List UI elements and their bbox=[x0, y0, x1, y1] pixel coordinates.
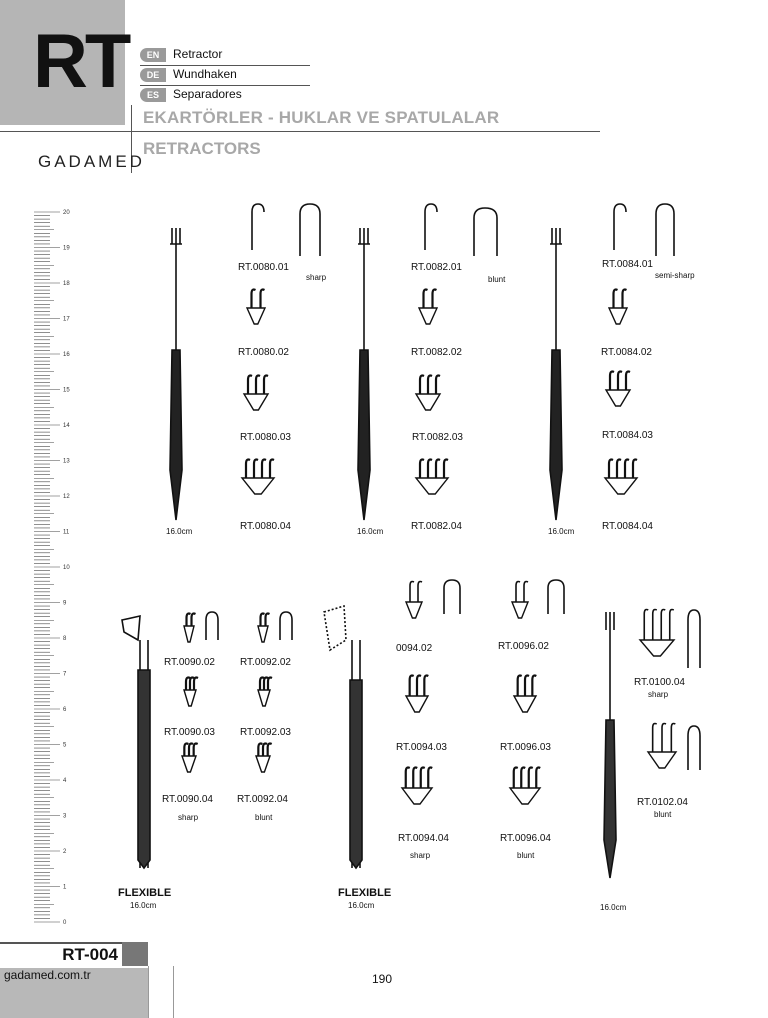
rake-tip-drawing bbox=[648, 724, 676, 769]
ruler-mark-label: 17 bbox=[63, 316, 70, 323]
website-url[interactable]: gadamed.com.tr bbox=[4, 968, 91, 982]
lang-text-de: Wundhaken bbox=[173, 67, 237, 81]
rake-tip-drawing bbox=[416, 376, 440, 411]
rake-tip-drawing bbox=[406, 676, 428, 713]
page-number: 190 bbox=[372, 972, 393, 986]
product-code: RT.0092.02 bbox=[240, 657, 291, 668]
ruler-mark-label: 0 bbox=[63, 920, 67, 926]
product-code: RT.0094.04 bbox=[398, 833, 449, 844]
rake-tip-drawing bbox=[258, 678, 272, 707]
instrument-length: 16.0cm bbox=[357, 527, 384, 536]
tip-type: blunt bbox=[488, 275, 506, 284]
instrument-length: 16.0cm bbox=[548, 527, 575, 536]
ruler-mark-label: 11 bbox=[63, 529, 70, 536]
catalog-code: RT bbox=[33, 19, 129, 104]
tip-type: sharp bbox=[648, 690, 669, 699]
ruler-mark-label: 16 bbox=[63, 352, 70, 358]
lang-tag-de: DE bbox=[140, 68, 166, 82]
product-code: RT.0080.01 bbox=[238, 262, 289, 273]
tip-type: blunt bbox=[517, 851, 535, 860]
tip-type: sharp bbox=[178, 813, 199, 822]
product-code: RT.0096.02 bbox=[498, 641, 549, 652]
ruler-mark-label: 9 bbox=[63, 600, 67, 607]
rake-tip-drawing bbox=[512, 582, 528, 619]
product-code: RT.0082.03 bbox=[412, 432, 463, 443]
lang-text-en: Retractor bbox=[173, 47, 223, 61]
ruler-mark-label: 12 bbox=[63, 494, 70, 500]
product-code: RT.0084.02 bbox=[601, 347, 652, 358]
rake-tip-drawing bbox=[609, 290, 627, 325]
instrument-length: 16.0cm bbox=[130, 901, 157, 910]
tip-type: blunt bbox=[255, 813, 273, 822]
rake-tip-drawing bbox=[258, 614, 270, 643]
footer-strip bbox=[148, 966, 174, 1018]
tip-type: sharp bbox=[410, 851, 431, 860]
product-code: RT.0090.04 bbox=[162, 794, 213, 805]
rake-tip-drawing bbox=[419, 290, 437, 325]
product-code: RT.0084.01 bbox=[602, 259, 653, 270]
ruler-mark-label: 6 bbox=[63, 707, 67, 713]
product-code: RT.0090.02 bbox=[164, 657, 215, 668]
product-code: RT.0080.02 bbox=[238, 347, 289, 358]
instrument-length: 16.0cm bbox=[600, 903, 627, 912]
lang-tag-en: EN bbox=[140, 48, 166, 62]
product-code: RT.0092.03 bbox=[240, 727, 291, 738]
ruler-mark-label: 15 bbox=[63, 387, 70, 394]
product-code: RT.0096.03 bbox=[500, 742, 551, 753]
flexible-label: FLEXIBLE bbox=[338, 887, 392, 899]
ruler-mark-label: 20 bbox=[63, 210, 70, 216]
ruler-mark-label: 19 bbox=[63, 245, 70, 252]
ruler-mark-label: 18 bbox=[63, 281, 70, 287]
rake-tip-drawing bbox=[256, 744, 272, 773]
product-code: RT.0082.04 bbox=[411, 521, 462, 532]
product-code: RT.0084.03 bbox=[602, 430, 653, 441]
rake-tip-drawing bbox=[402, 768, 432, 805]
rake-tip-drawing bbox=[406, 582, 422, 619]
ruler-mark-label: 10 bbox=[63, 565, 70, 571]
ruler-mark-label: 13 bbox=[63, 458, 70, 465]
rake-tip-drawing bbox=[640, 610, 674, 657]
footer-accent bbox=[122, 942, 148, 966]
tip-type: sharp bbox=[306, 273, 327, 282]
ruler-mark-label: 7 bbox=[63, 671, 67, 678]
product-code: RT.0082.02 bbox=[411, 347, 462, 358]
ruler-mark-label: 3 bbox=[63, 813, 67, 820]
flexible-label: FLEXIBLE bbox=[118, 887, 172, 899]
title-english: RETRACTORS bbox=[143, 139, 261, 158]
product-code: RT.0084.04 bbox=[602, 521, 653, 532]
tip-type: blunt bbox=[654, 810, 672, 819]
rake-tip-drawing bbox=[416, 460, 448, 495]
footer-code: RT-004 bbox=[62, 945, 118, 964]
product-code: RT.0082.01 bbox=[411, 262, 462, 273]
product-code: RT.0080.03 bbox=[240, 432, 291, 443]
lang-text-es: Separadores bbox=[173, 87, 242, 101]
product-code: RT.0090.03 bbox=[164, 727, 215, 738]
instrument-length: 16.0cm bbox=[348, 901, 375, 910]
product-code: RT.0102.04 bbox=[637, 797, 688, 808]
rake-tip-drawing bbox=[244, 376, 268, 411]
rake-tip-drawing bbox=[510, 768, 540, 805]
ruler-mark-label: 2 bbox=[63, 849, 67, 855]
product-code: RT.0094.03 bbox=[396, 742, 447, 753]
title-turkish: EKARTÖRLER - HUKLAR VE SPATULALAR bbox=[143, 108, 500, 127]
rake-tip-drawing bbox=[247, 290, 265, 325]
rake-tip-drawing bbox=[182, 744, 198, 773]
ruler-mark-label: 14 bbox=[63, 423, 70, 429]
instrument-length: 16.0cm bbox=[166, 527, 193, 536]
product-code: RT.0096.04 bbox=[500, 833, 551, 844]
gadamed-logo: GADAMED bbox=[38, 152, 145, 171]
rake-tip-drawing bbox=[606, 372, 630, 407]
lang-tag-es: ES bbox=[140, 88, 166, 102]
ruler-mark-label: 5 bbox=[63, 742, 67, 749]
ruler-mark-label: 8 bbox=[63, 636, 67, 642]
ruler-mark-label: 1 bbox=[63, 884, 67, 891]
ruler-mark-label: 4 bbox=[63, 778, 67, 784]
rake-tip-drawing bbox=[242, 460, 274, 495]
tip-type: semi-sharp bbox=[655, 271, 695, 280]
product-code: RT.0092.04 bbox=[237, 794, 288, 805]
product-code: 0094.02 bbox=[396, 643, 433, 654]
product-code: RT.0100.04 bbox=[634, 677, 685, 688]
rake-tip-drawing bbox=[184, 614, 196, 643]
product-code: RT.0080.04 bbox=[240, 521, 291, 532]
rake-tip-drawing bbox=[605, 460, 637, 495]
rake-tip-drawing bbox=[514, 676, 536, 713]
rake-tip-drawing bbox=[184, 678, 198, 707]
